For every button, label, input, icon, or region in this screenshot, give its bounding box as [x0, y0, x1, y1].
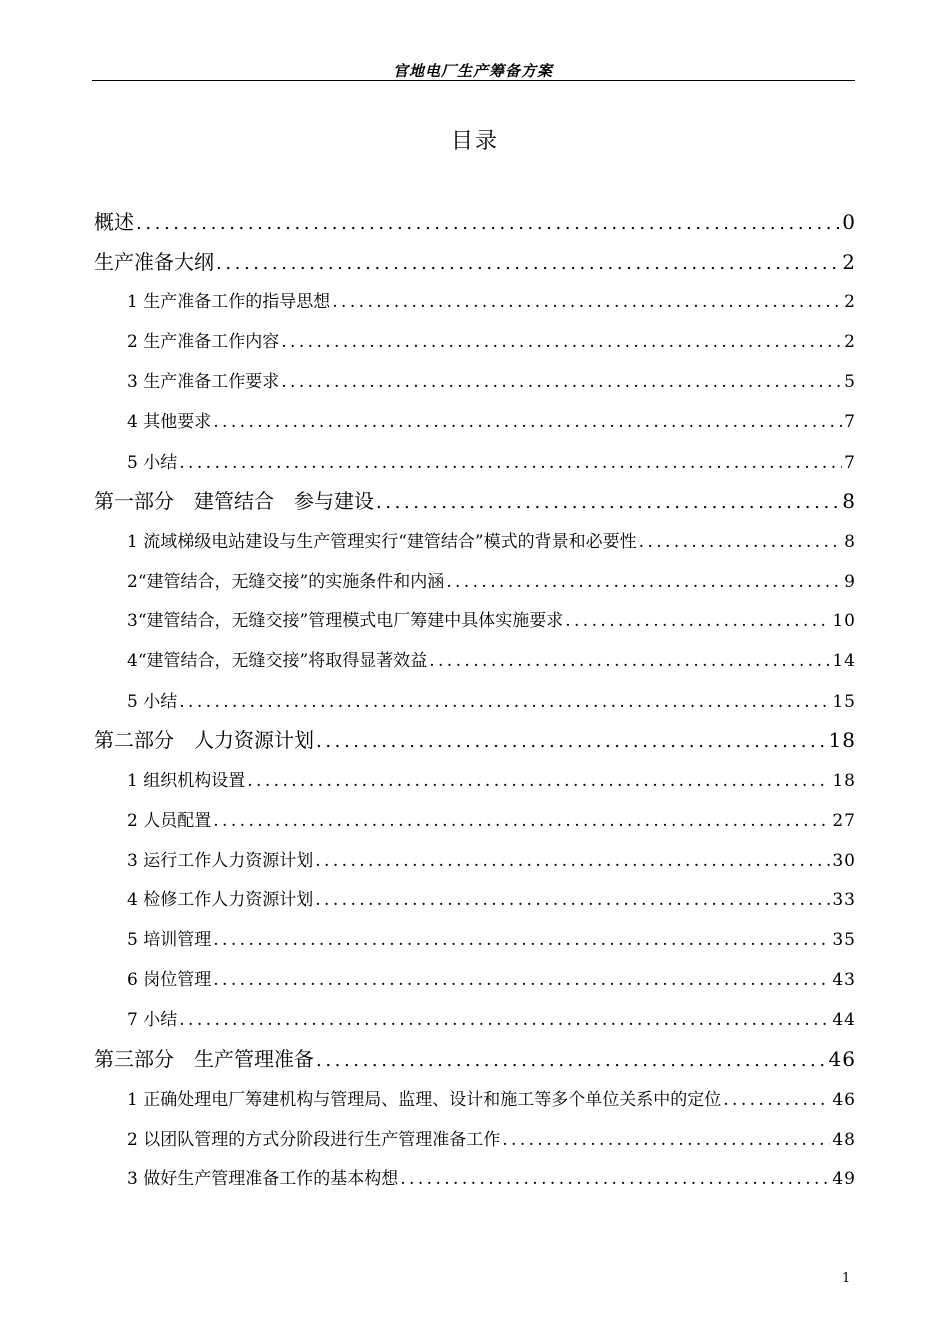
toc-leader-dots	[332, 292, 842, 312]
toc-entry[interactable]	[127, 527, 856, 552]
toc-entry-label: 1 正确处理电厂筹建机构与管理局、监理、设计和施工等多个单位关系中的定位	[127, 1090, 722, 1110]
toc-entry-page: 7	[844, 453, 856, 473]
toc-leader-dots	[446, 572, 842, 592]
toc-entry[interactable]	[127, 687, 856, 712]
toc-entry-label: 1 生产准备工作的指导思想	[127, 292, 331, 312]
toc-leader-dots	[213, 930, 830, 950]
toc-entry-label: 5 小结	[127, 453, 178, 473]
toc-entry-page: 0	[842, 210, 856, 234]
toc-entry[interactable]	[127, 846, 856, 871]
toc-entry-label: 5 培训管理	[127, 930, 212, 950]
toc-entry-label: 第三部分 生产管理准备	[94, 1047, 314, 1071]
toc-entry-label: 2“建管结合，无缝交接”的实施条件和内涵	[127, 572, 445, 592]
toc-entry-label: 3 做好生产管理准备工作的基本构想	[127, 1169, 399, 1189]
toc-entry[interactable]	[127, 1005, 856, 1030]
toc-entry-page: 35	[832, 930, 856, 950]
page-number: 1	[842, 1271, 851, 1286]
toc-entry[interactable]	[94, 246, 856, 275]
toc-entry-page: 2	[844, 292, 856, 312]
toc-leader-dots	[281, 372, 842, 392]
toc-leader-dots	[213, 811, 830, 831]
toc-entry[interactable]	[127, 1164, 856, 1189]
toc-entry[interactable]	[127, 766, 856, 791]
toc-entry-label: 4 其他要求	[127, 412, 212, 432]
toc-entry-page: 48	[832, 1130, 856, 1150]
toc-entry-page: 27	[832, 811, 856, 831]
toc-leader-dots	[639, 532, 843, 552]
toc-entry-page: 14	[832, 651, 856, 671]
toc-entry-label: 1 组织机构设置	[127, 771, 246, 791]
toc-leader-dots	[136, 213, 840, 234]
toc-entry-label: 生产准备大纲	[94, 250, 214, 274]
toc-entry[interactable]	[127, 448, 856, 473]
toc-entry-page: 15	[832, 692, 856, 712]
toc-leader-dots	[316, 731, 827, 752]
toc-entry-label: 3 运行工作人力资源计划	[127, 851, 314, 871]
running-header: 官地电厂生产筹备方案	[392, 62, 553, 80]
toc-entry-label: 4“建管结合，无缝交接”将取得显著效益	[127, 651, 428, 671]
toc-entry-label: 3 生产准备工作要求	[127, 372, 280, 392]
toc-leader-dots	[400, 1169, 830, 1189]
toc-entry-label: 3“建管结合，无缝交接”管理模式电厂筹建中具体实施要求	[127, 611, 564, 631]
toc-leader-dots	[213, 970, 830, 990]
toc-entry[interactable]	[94, 206, 856, 235]
toc-entry-page: 43	[832, 970, 856, 990]
toc-entry[interactable]	[127, 287, 856, 312]
toc-entry-page: 18	[832, 771, 856, 791]
toc-entry-label: 6 岗位管理	[127, 970, 212, 990]
toc-entry-label: 7 小结	[127, 1010, 178, 1030]
toc-entry-label: 2 以团队管理的方式分阶段进行生产管理准备工作	[127, 1130, 501, 1150]
toc-leader-dots	[216, 253, 840, 274]
toc-entry[interactable]	[94, 1043, 856, 1072]
toc-leader-dots	[247, 771, 830, 791]
toc-entry-page: 44	[832, 1010, 856, 1030]
toc-leader-dots	[179, 1010, 830, 1030]
toc-entry[interactable]	[127, 1085, 856, 1110]
toc-entry-label: 1 流域梯级电站建设与生产管理实行“建管结合”模式的背景和必要性	[127, 532, 637, 552]
toc-leader-dots	[315, 890, 830, 910]
toc-entry[interactable]	[127, 367, 856, 392]
toc-entry-label: 2 人员配置	[127, 811, 212, 831]
toc-entry-label: 第二部分 人力资源计划	[94, 728, 314, 752]
toc-leader-dots	[565, 611, 830, 631]
toc-entry-label: 2 生产准备工作内容	[127, 332, 280, 352]
toc-entry[interactable]	[127, 1125, 856, 1150]
toc-entry[interactable]	[127, 407, 856, 432]
toc-leader-dots	[281, 332, 842, 352]
toc-entry-page: 2	[842, 250, 856, 274]
toc-entry[interactable]	[127, 885, 856, 910]
toc-leader-dots	[502, 1130, 830, 1150]
toc-entry-page: 9	[844, 572, 856, 592]
toc-leader-dots	[213, 412, 842, 432]
toc-entry[interactable]	[127, 806, 856, 831]
toc-leader-dots	[179, 453, 842, 473]
toc-entry[interactable]	[127, 606, 856, 631]
toc-entry[interactable]	[94, 724, 856, 753]
toc-leader-dots	[376, 492, 840, 513]
toc-leader-dots	[315, 851, 830, 871]
toc-entry-page: 33	[832, 890, 856, 910]
toc-leader-dots	[316, 1050, 827, 1071]
toc-entry-page: 8	[842, 489, 856, 513]
toc-leader-dots	[179, 692, 830, 712]
toc-entry-label: 概述	[94, 210, 134, 234]
toc-leader-dots	[429, 651, 830, 671]
toc-entry-page: 5	[844, 372, 856, 392]
toc-entry-page: 2	[844, 332, 856, 352]
toc-leader-dots	[723, 1090, 830, 1110]
toc-entry[interactable]	[127, 327, 856, 352]
toc-entry-label: 第一部分 建管结合 参与建设	[94, 489, 374, 513]
toc-entry-page: 46	[828, 1047, 856, 1071]
toc-entry[interactable]	[94, 485, 856, 514]
toc-entry-label: 5 小结	[127, 692, 178, 712]
toc-entry-page: 46	[832, 1090, 856, 1110]
toc-entry[interactable]	[127, 567, 856, 592]
toc-entry-page: 8	[844, 532, 856, 552]
toc-entry-page: 49	[832, 1169, 856, 1189]
toc-entry[interactable]	[127, 965, 856, 990]
toc-entry[interactable]	[127, 925, 856, 950]
toc-entry-page: 7	[844, 412, 856, 432]
toc-entry-label: 4 检修工作人力资源计划	[127, 890, 314, 910]
toc-entry-page: 30	[832, 851, 856, 871]
toc-entry[interactable]	[127, 646, 856, 671]
toc-entry-page: 18	[828, 728, 856, 752]
toc-title: 目录	[450, 129, 499, 154]
toc-entry-page: 10	[832, 611, 856, 631]
